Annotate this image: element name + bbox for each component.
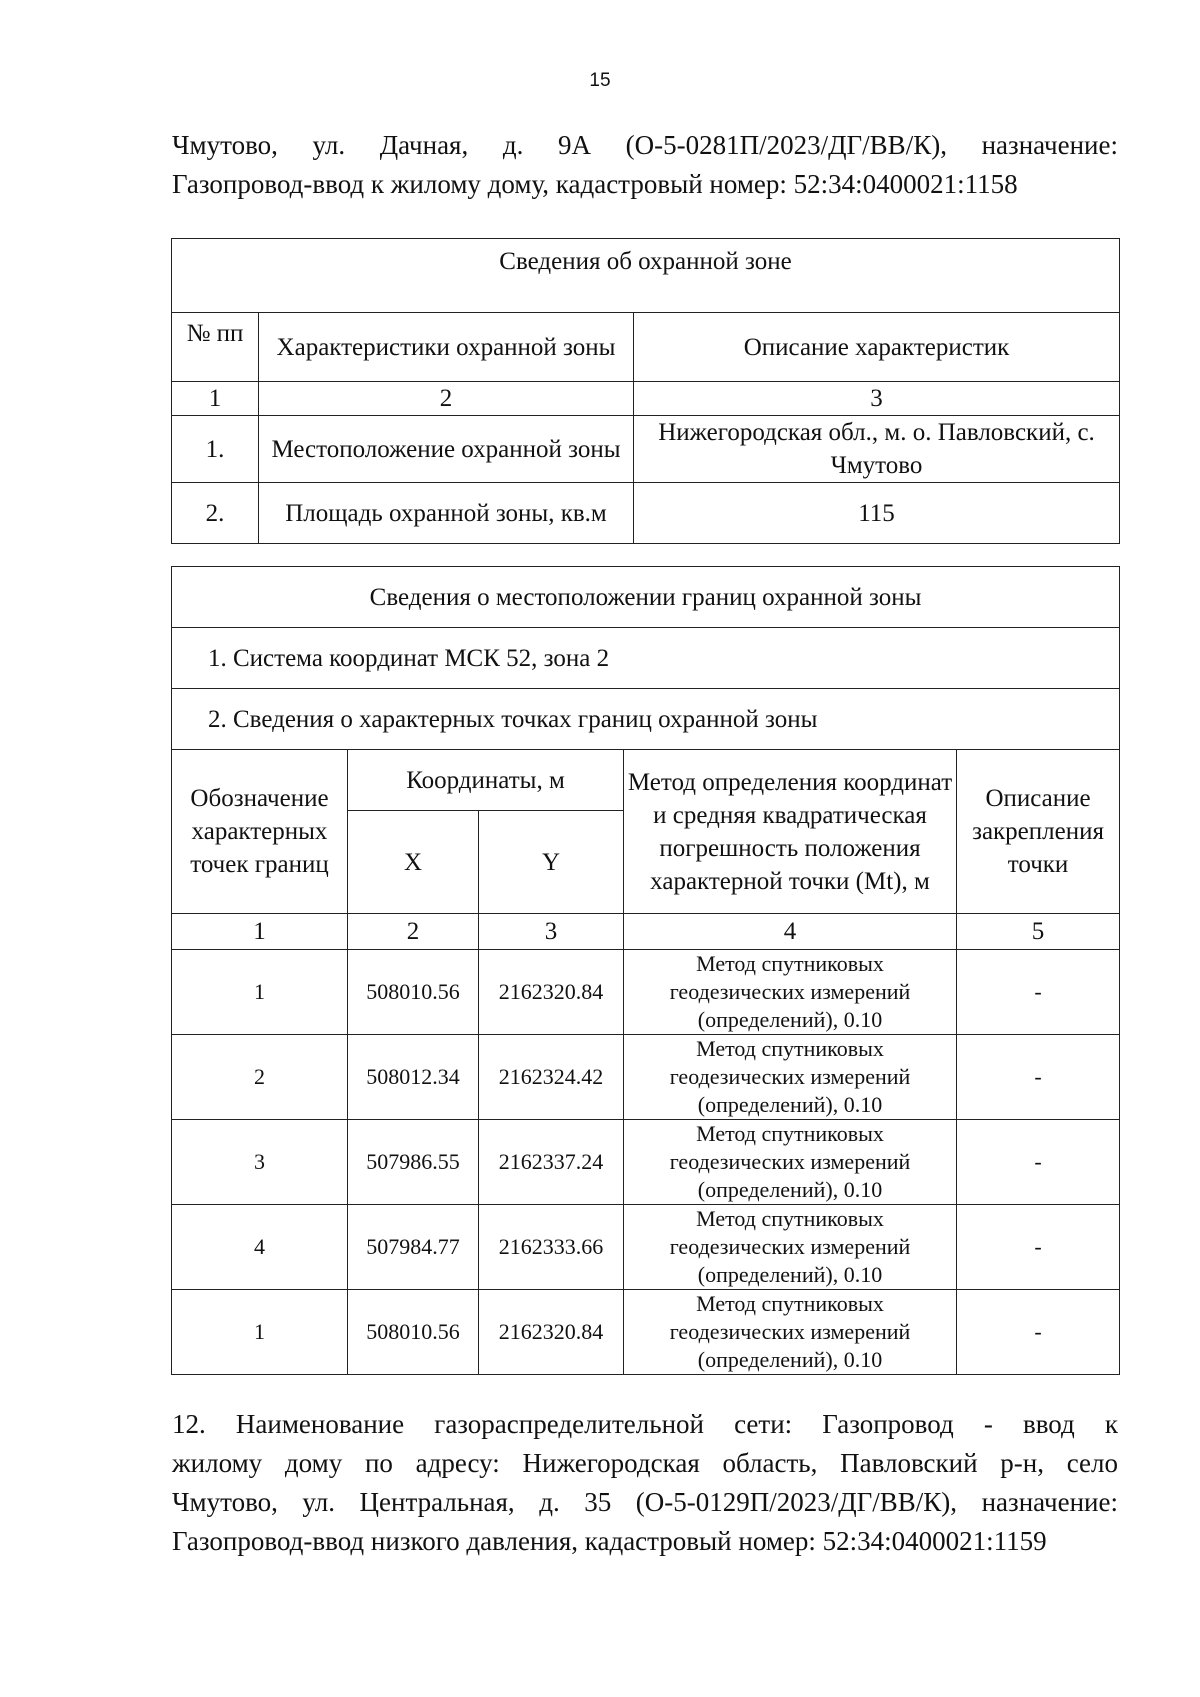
protection-zone-table xyxy=(171,238,1120,544)
point-id: 4 xyxy=(172,1205,348,1290)
col-number: 5 xyxy=(957,914,1120,950)
point-x: 507984.77 xyxy=(348,1205,479,1290)
header-fixation: Описание закрепления точки xyxy=(957,750,1120,914)
point-fixation: - xyxy=(957,1120,1120,1205)
point-method: Метод спутниковых геодезических измерений (определений), 0.10 xyxy=(624,1205,957,1290)
table-row xyxy=(172,1035,1120,1120)
point-method: Метод спутниковых геодезических измерений (определений), 0.10 xyxy=(624,950,957,1035)
header-characteristic: Характеристики охранной зоны xyxy=(259,313,634,382)
point-y: 2162337.24 xyxy=(479,1120,624,1205)
row-num: 1. xyxy=(172,416,259,483)
point-method: Метод спутниковых геодезических измерений (определений), 0.10 xyxy=(624,1120,957,1205)
header-y: Y xyxy=(479,811,624,914)
row-description: Нижегородская обл., м. о. Павловский, с. Чмутово xyxy=(634,416,1120,483)
closing-line-4: Газопровод-ввод низкого давления, кадастровый номер: 52:34:0400021:1159 xyxy=(172,1526,1047,1556)
row-description: 115 xyxy=(634,483,1120,544)
point-id: 2 xyxy=(172,1035,348,1120)
closing-paragraph xyxy=(172,1405,1118,1561)
col-number: 3 xyxy=(634,382,1120,416)
header-coordinates: Координаты, м xyxy=(348,750,624,811)
row-characteristic: Площадь охранной зоны, кв.м xyxy=(259,483,634,544)
table-row xyxy=(172,1120,1120,1205)
row-characteristic: Местоположение охранной зоны xyxy=(259,416,634,483)
table-row xyxy=(172,950,1120,1035)
coord-system-row: 1. Система координат МСК 52, зона 2 xyxy=(172,628,1120,689)
table-row xyxy=(172,1290,1120,1375)
col-number: 2 xyxy=(348,914,479,950)
header-description: Описание характеристик xyxy=(634,313,1120,382)
col-number: 4 xyxy=(624,914,957,950)
header-method: Метод определения координат и средняя квадратическая погрешность положения характерной точки (Mt), м xyxy=(624,750,957,914)
page-number: 15 xyxy=(589,70,611,91)
point-x: 508010.56 xyxy=(348,950,479,1035)
intro-line-2: Газопровод-ввод к жилому дому, кадастровый номер: 52:34:0400021:1158 xyxy=(172,169,1018,199)
header-designation: Обозначение характерных точек границ xyxy=(172,750,348,914)
point-x: 507986.55 xyxy=(348,1120,479,1205)
closing-line-2: жилому дому по адресу: Нижегородская область, Павловский р-н, село xyxy=(172,1448,1118,1478)
point-id: 1 xyxy=(172,950,348,1035)
row-num: 2. xyxy=(172,483,259,544)
point-id: 3 xyxy=(172,1120,348,1205)
point-x: 508010.56 xyxy=(348,1290,479,1375)
col-number: 3 xyxy=(479,914,624,950)
header-num: № пп xyxy=(172,313,259,382)
table-row xyxy=(172,1205,1120,1290)
point-fixation: - xyxy=(957,1035,1120,1120)
boundary-coordinates-table xyxy=(171,566,1120,1375)
col-number: 1 xyxy=(172,914,348,950)
col-number: 1 xyxy=(172,382,259,416)
point-fixation: - xyxy=(957,950,1120,1035)
closing-line-3: Чмутово, ул. Центральная, д. 35 (О-5-0129П/2023/ДГ/ВВ/К), назначение: xyxy=(172,1487,1118,1517)
header-x: X xyxy=(348,811,479,914)
point-y: 2162333.66 xyxy=(479,1205,624,1290)
point-y: 2162320.84 xyxy=(479,1290,624,1375)
table-row xyxy=(172,416,1120,483)
point-fixation: - xyxy=(957,1205,1120,1290)
coord-table-title: Сведения о местоположении границ охранной зоны xyxy=(172,567,1120,628)
closing-line-1: 12. Наименование газораспределительной сети: Газопровод - ввод к xyxy=(172,1409,1118,1439)
col-number: 2 xyxy=(259,382,634,416)
intro-line-1: Чмутово, ул. Дачная, д. 9А (О-5-0281П/2023/ДГ/ВВ/К), назначение: xyxy=(172,130,1118,160)
point-x: 508012.34 xyxy=(348,1035,479,1120)
intro-paragraph xyxy=(172,126,1118,204)
point-id: 1 xyxy=(172,1290,348,1375)
table-row xyxy=(172,483,1120,544)
point-method: Метод спутниковых геодезических измерений (определений), 0.10 xyxy=(624,1290,957,1375)
zone-table-title: Сведения об охранной зоне xyxy=(172,239,1120,313)
point-y: 2162324.42 xyxy=(479,1035,624,1120)
point-fixation: - xyxy=(957,1290,1120,1375)
point-method: Метод спутниковых геодезических измерений (определений), 0.10 xyxy=(624,1035,957,1120)
point-y: 2162320.84 xyxy=(479,950,624,1035)
points-title-row: 2. Сведения о характерных точках границ охранной зоны xyxy=(172,689,1120,750)
